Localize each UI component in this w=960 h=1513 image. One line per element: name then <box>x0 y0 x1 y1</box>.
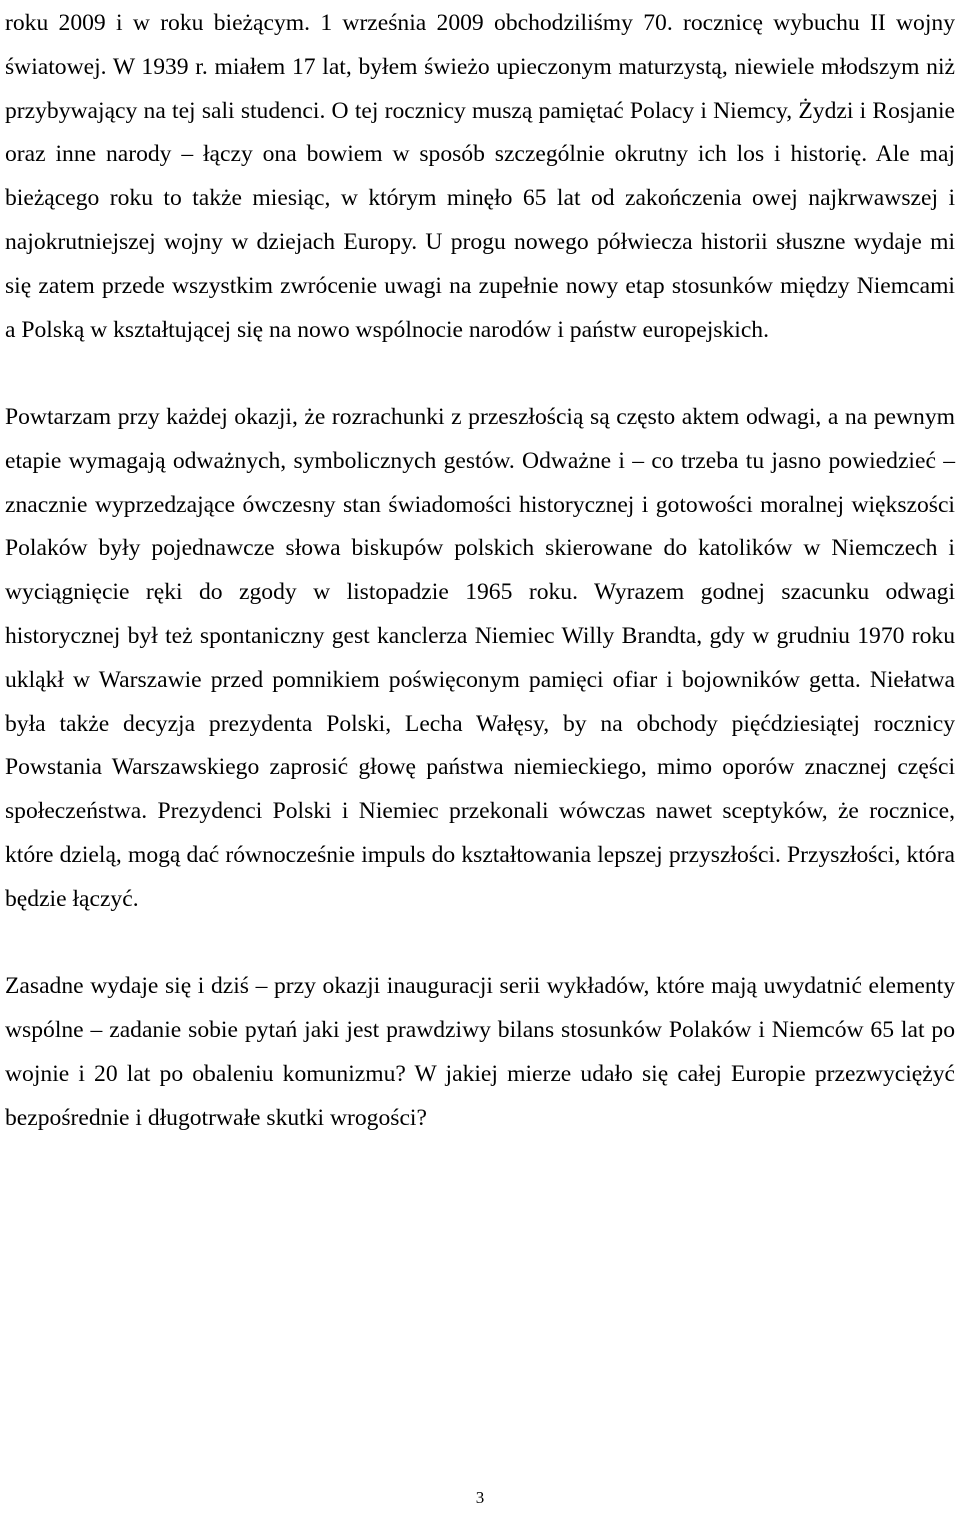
paragraph: roku 2009 i w roku bieżącym. 1 września 2009 obchodziliśmy 70. rocznicę wybuchu II wojny światowej. W 1939 r. miałem 17 lat, byłem świeżo upieczonym maturzystą, niewiele młodszym niż przybywający na tej sali studenci. O tej rocznicy muszą pamiętać Polacy i Niemcy, Żydzi i Rosjanie oraz inne narody – łączy ona bowiem w sposób szczególnie okrutny ich los i historię. Ale maj bieżącego roku to także miesiąc, w którym minęło 65 lat od zakończenia owej najkrwawszej i najokrutniejszej wojny w dziejach Europy. U progu nowego półwiecza historii słuszne wydaje mi się zatem przede wszystkim zwrócenie uwagi na zupełnie nowy etap stosunków między Niemcami a Polską w kształtującej się na nowo wspólnocie narodów i państw europejskich. <box>5 10 955 343</box>
document-body <box>5 2 955 1140</box>
paragraph: Zasadne wydaje się i dziś – przy okazji inauguracji serii wykładów, które mają uwydatnić elementy wspólne – zadanie sobie pytań jaki jest prawdziwy bilans stosunków Polaków i Niemców 65 lat po wojnie i 20 lat po obaleniu komunizmu? W jakiej mierze udało się całej Europie przezwyciężyć bezpośrednie i długotrwałe skutki wrogości? <box>5 973 955 1131</box>
page-number: 3 <box>475 1488 485 1507</box>
paragraph: Powtarzam przy każdej okazji, że rozrachunki z przeszłością są często aktem odwagi, a na pewnym etapie wymagają odważnych, symbolicznych gestów. Odważne i – co trzeba tu jasno powiedzieć – znacznie wyprzedzające ówczesny stan świadomości historycznej i gotowości moralnej większości Polaków były pojednawcze słowa biskupów polskich skierowane do katolików w Niemczech i wyciągnięcie ręki do zgody w listopadzie 1965 roku. Wyrazem godnej szacunku odwagi historycznej był też spontaniczny gest kanclerza Niemiec Willy Brandta, gdy w grudniu 1970 roku ukląkł w Warszawie przed pomnikiem poświęconym pamięci ofiar i bojowników getta. Niełatwa była także decyzja prezydenta Polski, Lecha Wałęsy, by na obchody pięćdziesiątej rocznicy Powstania Warszawskiego zaprosić głowę państwa niemieckiego, mimo oporów znacznej części społeczeństwa. Prezydenci Polski i Niemiec przekonali wówczas nawet sceptyków, że rocznice, które dzielą, mogą dać równocześnie impuls do kształtowania lepszej przyszłości. Przyszłości, która będzie łączyć. <box>5 403 955 912</box>
